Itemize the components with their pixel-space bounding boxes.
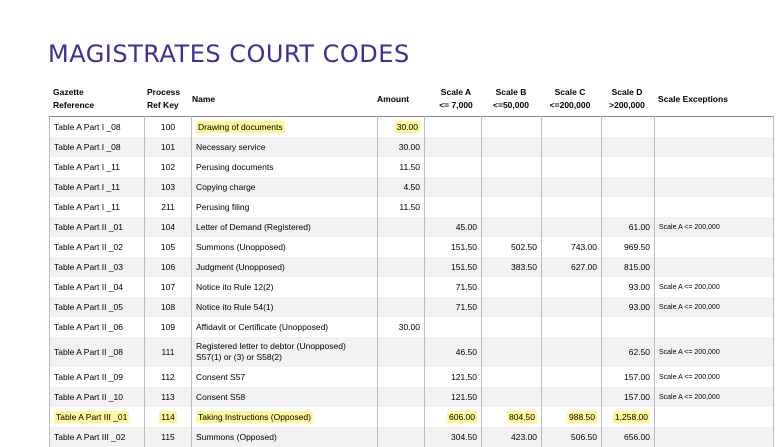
table-row bbox=[50, 117, 774, 138]
scale-b-cell bbox=[482, 367, 542, 387]
table-row bbox=[50, 317, 774, 337]
scale-a-cell: 151.50 bbox=[425, 237, 482, 257]
header-scale-b: Scale B <=50,000 bbox=[493, 87, 529, 110]
scale-a-cell: 151.50 bbox=[425, 257, 482, 277]
scale-d-cell: 1,258.00 bbox=[602, 407, 655, 427]
amount-cell bbox=[378, 277, 425, 297]
scale-d-cell bbox=[602, 137, 655, 157]
process-key-cell: 114 bbox=[145, 407, 192, 427]
amount-cell bbox=[378, 337, 425, 367]
scale-a-cell: 121.50 bbox=[425, 387, 482, 407]
scale-c-cell bbox=[542, 317, 602, 337]
table-row bbox=[50, 157, 774, 177]
amount-cell bbox=[378, 367, 425, 387]
gazette-reference-cell: Table A Part I _11 bbox=[50, 177, 145, 197]
process-key-cell: 101 bbox=[145, 137, 192, 157]
gazette-reference-cell: Table A Part II _08 bbox=[50, 337, 145, 367]
scale-exceptions-cell bbox=[655, 237, 774, 257]
scale-a-cell: 121.50 bbox=[425, 367, 482, 387]
scale-b-cell bbox=[482, 177, 542, 197]
header-scale-c: Scale C <=200,000 bbox=[549, 87, 591, 110]
scale-c-cell bbox=[542, 157, 602, 177]
name-cell: Notice ito Rule 12(2) bbox=[192, 277, 378, 297]
name-cell: Perusing documents bbox=[192, 157, 378, 177]
scale-a-cell bbox=[425, 177, 482, 197]
scale-a-cell: 71.50 bbox=[425, 277, 482, 297]
gazette-reference-cell: Table A Part II _05 bbox=[50, 297, 145, 317]
scale-d-cell bbox=[602, 317, 655, 337]
scale-d-cell: 815.00 bbox=[602, 257, 655, 277]
scale-a-cell: 45.00 bbox=[425, 217, 482, 237]
name-cell: Letter of Demand (Registered) bbox=[192, 217, 378, 237]
process-key-cell: 211 bbox=[145, 197, 192, 217]
scale-b-cell: 804.50 bbox=[482, 407, 542, 427]
name-cell: Summons (Opposed) bbox=[192, 427, 378, 447]
scale-a-cell: 46.50 bbox=[425, 337, 482, 367]
scale-c-cell bbox=[542, 117, 602, 138]
gazette-reference-cell: Table A Part II _01 bbox=[50, 217, 145, 237]
gazette-reference-cell: Table A Part I _11 bbox=[50, 157, 145, 177]
header-scale-d: Scale D >200,000 bbox=[609, 87, 645, 110]
table-row bbox=[50, 137, 774, 157]
process-key-cell: 105 bbox=[145, 237, 192, 257]
scale-exceptions-cell: Scale A <= 200,000 bbox=[655, 297, 774, 317]
amount-cell bbox=[378, 297, 425, 317]
header-scale-a: Scale A <= 7,000 bbox=[439, 87, 473, 110]
table-row bbox=[50, 237, 774, 257]
scale-d-cell: 656.00 bbox=[602, 427, 655, 447]
amount-cell: 11.50 bbox=[378, 157, 425, 177]
amount-cell bbox=[378, 237, 425, 257]
process-key-cell: 109 bbox=[145, 317, 192, 337]
scale-exceptions-cell: Scale A <= 200,000 bbox=[655, 217, 774, 237]
gazette-reference-cell: Table A Part III _01 bbox=[50, 407, 145, 427]
scale-b-cell bbox=[482, 137, 542, 157]
scale-c-cell bbox=[542, 367, 602, 387]
scale-c-cell: 627.00 bbox=[542, 257, 602, 277]
court-codes-table bbox=[49, 116, 774, 447]
amount-cell bbox=[378, 257, 425, 277]
scale-exceptions-cell bbox=[655, 137, 774, 157]
scale-exceptions-cell: Scale A <= 200,000 bbox=[655, 367, 774, 387]
scale-d-cell: 157.00 bbox=[602, 367, 655, 387]
header-gazette-reference: Gazette Reference bbox=[53, 87, 95, 110]
name-cell: Notice ito Rule 54(1) bbox=[192, 297, 378, 317]
scale-c-cell bbox=[542, 387, 602, 407]
name-cell: Copying charge bbox=[192, 177, 378, 197]
scale-d-cell: 61.00 bbox=[602, 217, 655, 237]
scale-d-cell bbox=[602, 177, 655, 197]
scale-exceptions-cell bbox=[655, 317, 774, 337]
scale-d-cell: 62.50 bbox=[602, 337, 655, 367]
name-cell: Perusing filing bbox=[192, 197, 378, 217]
name-cell: Summons (Unopposed) bbox=[192, 237, 378, 257]
scale-d-cell bbox=[602, 157, 655, 177]
header-amount: Amount bbox=[377, 94, 410, 104]
table-row bbox=[50, 367, 774, 387]
name-cell: Registered letter to debtor (Unopposed) S57(1) or (3) or S58(2) bbox=[192, 337, 378, 367]
gazette-reference-cell: Table A Part II _06 bbox=[50, 317, 145, 337]
process-key-cell: 111 bbox=[145, 337, 192, 367]
process-key-cell: 104 bbox=[145, 217, 192, 237]
name-cell: Drawing of documents bbox=[192, 117, 378, 138]
scale-b-cell bbox=[482, 387, 542, 407]
scale-b-cell bbox=[482, 317, 542, 337]
name-cell: Consent S58 bbox=[192, 387, 378, 407]
gazette-reference-cell: Table A Part II _09 bbox=[50, 367, 145, 387]
scale-a-cell: 606.00 bbox=[425, 407, 482, 427]
amount-cell: 11.50 bbox=[378, 197, 425, 217]
amount-cell: 30.00 bbox=[378, 117, 425, 138]
amount-cell: 30.00 bbox=[378, 317, 425, 337]
scale-a-cell: 304.50 bbox=[425, 427, 482, 447]
scale-c-cell bbox=[542, 297, 602, 317]
table-row bbox=[50, 387, 774, 407]
amount-cell bbox=[378, 217, 425, 237]
scale-c-cell: 743.00 bbox=[542, 237, 602, 257]
scale-d-cell: 969.50 bbox=[602, 237, 655, 257]
table-row bbox=[50, 217, 774, 237]
scale-exceptions-cell bbox=[655, 427, 774, 447]
header-process-ref-key: Process Ref Key bbox=[147, 87, 181, 110]
scale-a-cell bbox=[425, 117, 482, 138]
scale-exceptions-cell bbox=[655, 197, 774, 217]
table-row bbox=[50, 177, 774, 197]
name-cell: Taking Instructions (Opposed) bbox=[192, 407, 378, 427]
amount-cell: 30.00 bbox=[378, 137, 425, 157]
scale-b-cell bbox=[482, 277, 542, 297]
table-row bbox=[50, 197, 774, 217]
scale-b-cell bbox=[482, 337, 542, 367]
table-row bbox=[50, 297, 774, 317]
scale-b-cell: 383.50 bbox=[482, 257, 542, 277]
scale-c-cell bbox=[542, 217, 602, 237]
table-row bbox=[50, 257, 774, 277]
scale-b-cell: 423.00 bbox=[482, 427, 542, 447]
scale-c-cell bbox=[542, 337, 602, 367]
scale-b-cell bbox=[482, 217, 542, 237]
process-key-cell: 112 bbox=[145, 367, 192, 387]
scale-a-cell bbox=[425, 157, 482, 177]
scale-c-cell: 988.50 bbox=[542, 407, 602, 427]
gazette-reference-cell: Table A Part I _08 bbox=[50, 137, 145, 157]
gazette-reference-cell: Table A Part II _10 bbox=[50, 387, 145, 407]
page-title: MAGISTRATES COURT CODES bbox=[48, 40, 410, 68]
scale-a-cell: 71.50 bbox=[425, 297, 482, 317]
scale-exceptions-cell bbox=[655, 157, 774, 177]
process-key-cell: 100 bbox=[145, 117, 192, 138]
process-key-cell: 115 bbox=[145, 427, 192, 447]
process-key-cell: 102 bbox=[145, 157, 192, 177]
scale-d-cell bbox=[602, 197, 655, 217]
scale-exceptions-cell bbox=[655, 177, 774, 197]
scale-c-cell bbox=[542, 137, 602, 157]
table-row bbox=[50, 427, 774, 447]
table-row bbox=[50, 277, 774, 297]
scale-c-cell bbox=[542, 177, 602, 197]
scale-c-cell bbox=[542, 277, 602, 297]
scale-exceptions-cell bbox=[655, 407, 774, 427]
name-cell: Affidavit or Certificate (Unopposed) bbox=[192, 317, 378, 337]
scale-exceptions-cell: Scale A <= 200,000 bbox=[655, 387, 774, 407]
scale-exceptions-cell: Scale A <= 200,000 bbox=[655, 277, 774, 297]
process-key-cell: 108 bbox=[145, 297, 192, 317]
scale-d-cell bbox=[602, 117, 655, 138]
scale-b-cell bbox=[482, 297, 542, 317]
process-key-cell: 107 bbox=[145, 277, 192, 297]
process-key-cell: 113 bbox=[145, 387, 192, 407]
amount-cell bbox=[378, 407, 425, 427]
name-cell: Consent S57 bbox=[192, 367, 378, 387]
scale-d-cell: 93.00 bbox=[602, 277, 655, 297]
table-row bbox=[50, 407, 774, 427]
process-key-cell: 106 bbox=[145, 257, 192, 277]
scale-c-cell bbox=[542, 197, 602, 217]
gazette-reference-cell: Table A Part II _03 bbox=[50, 257, 145, 277]
gazette-reference-cell: Table A Part III _02 bbox=[50, 427, 145, 447]
scale-c-cell: 506.50 bbox=[542, 427, 602, 447]
scale-exceptions-cell: Scale A <= 200,000 bbox=[655, 337, 774, 367]
amount-cell bbox=[378, 387, 425, 407]
scale-exceptions-cell bbox=[655, 117, 774, 138]
header-name: Name bbox=[192, 94, 216, 104]
scale-exceptions-cell bbox=[655, 257, 774, 277]
name-cell: Necessary service bbox=[192, 137, 378, 157]
gazette-reference-cell: Table A Part II _04 bbox=[50, 277, 145, 297]
scale-b-cell bbox=[482, 157, 542, 177]
gazette-reference-cell: Table A Part II _02 bbox=[50, 237, 145, 257]
scale-d-cell: 157.00 bbox=[602, 387, 655, 407]
name-cell: Judgment (Unopposed) bbox=[192, 257, 378, 277]
process-key-cell: 103 bbox=[145, 177, 192, 197]
amount-cell bbox=[378, 427, 425, 447]
gazette-reference-cell: Table A Part I _11 bbox=[50, 197, 145, 217]
scale-a-cell bbox=[425, 137, 482, 157]
scale-b-cell bbox=[482, 197, 542, 217]
scale-d-cell: 93.00 bbox=[602, 297, 655, 317]
gazette-reference-cell: Table A Part I _08 bbox=[50, 117, 145, 138]
table-row bbox=[50, 337, 774, 367]
header-scale-exceptions: Scale Exceptions bbox=[658, 94, 728, 104]
scale-a-cell bbox=[425, 317, 482, 337]
amount-cell: 4.50 bbox=[378, 177, 425, 197]
scale-b-cell bbox=[482, 117, 542, 138]
scale-b-cell: 502.50 bbox=[482, 237, 542, 257]
scale-a-cell bbox=[425, 197, 482, 217]
